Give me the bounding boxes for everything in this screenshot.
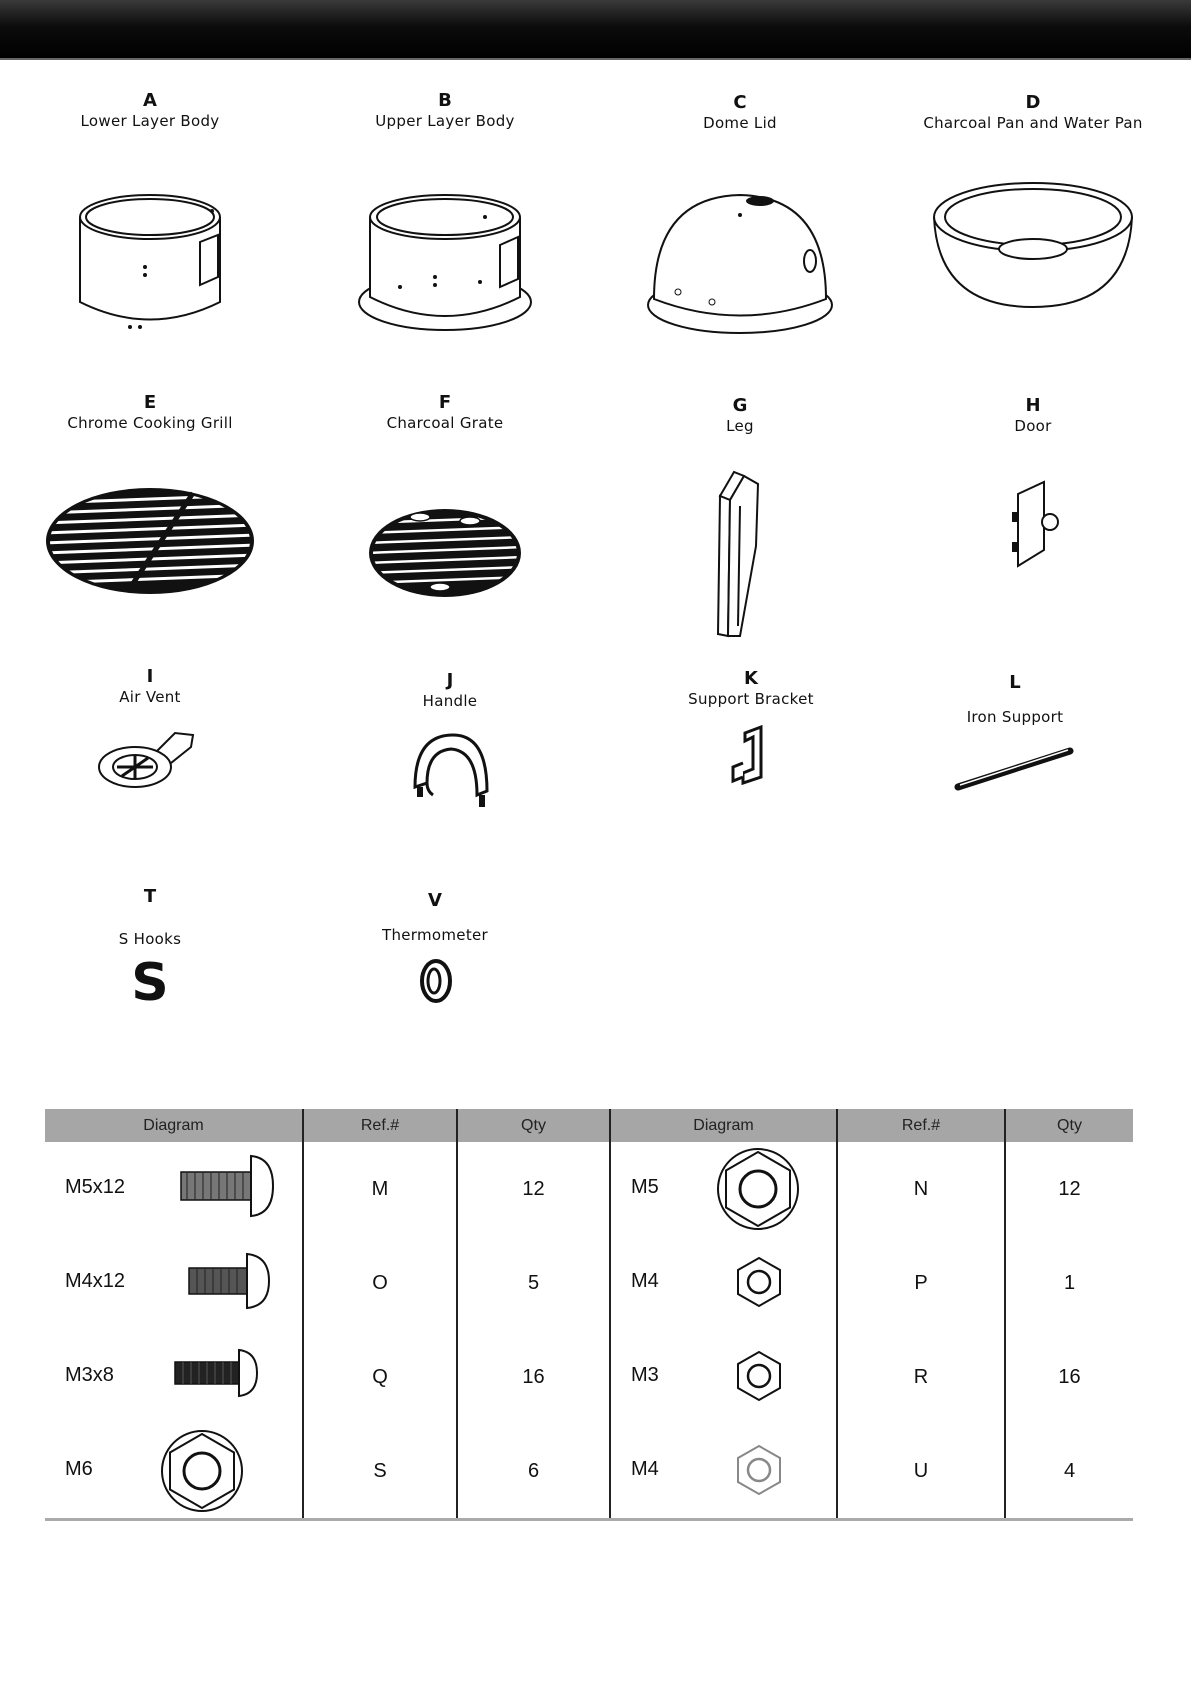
charcoal-pan-icon (928, 167, 1138, 317)
column-header: Diagram (610, 1109, 837, 1142)
hardware-size: M5x12 (65, 1176, 126, 1198)
column-header: Qty (1005, 1109, 1133, 1142)
part-name: Air Vent (119, 688, 181, 706)
part-name: Chrome Cooking Grill (67, 414, 233, 432)
hardware-size: M4 (631, 1270, 659, 1292)
charcoal-grate-icon (365, 503, 525, 603)
part-name: Lower Layer Body (80, 112, 220, 130)
handle-icon (405, 731, 495, 821)
hardware-size: M3 (631, 1364, 659, 1386)
part-a (5, 90, 295, 347)
ref-cell: O (303, 1236, 457, 1330)
hardware-size: M5 (631, 1176, 659, 1198)
part-name: Thermometer (381, 926, 488, 944)
part-letter: K (744, 668, 758, 689)
hex-nut-icon (731, 1442, 787, 1498)
part-g (595, 395, 885, 641)
ref-cell: S (303, 1424, 457, 1520)
part-v (290, 890, 580, 1009)
column-header: Diagram (45, 1109, 303, 1142)
ref-cell: R (837, 1330, 1005, 1424)
part-t (5, 886, 295, 1013)
bolt-icon (185, 1250, 275, 1310)
cooking-grill-icon (43, 481, 258, 601)
part-j (305, 670, 595, 821)
table-row (45, 1330, 1133, 1424)
bolt-icon (177, 1152, 277, 1218)
bolt-icon (171, 1346, 261, 1398)
table-header-row (45, 1109, 1133, 1142)
part-f (300, 392, 590, 603)
part-name: Charcoal Grate (386, 414, 504, 432)
qty-cell: 16 (457, 1330, 610, 1424)
qty-cell: 6 (457, 1424, 610, 1520)
part-name: Upper Layer Body (375, 112, 515, 130)
part-letter: I (146, 666, 154, 687)
part-name: Door (1014, 417, 1052, 435)
column-header: Ref.# (303, 1109, 457, 1142)
qty-cell: 5 (457, 1236, 610, 1330)
part-letter: B (438, 90, 452, 111)
ref-cell: M (303, 1142, 457, 1236)
part-l (870, 672, 1160, 801)
hardware-size: M4 (631, 1458, 659, 1480)
table-row (45, 1424, 1133, 1520)
part-e (5, 392, 295, 601)
table-row (45, 1236, 1133, 1330)
diagram-cell (610, 1330, 837, 1424)
ref-cell: N (837, 1142, 1005, 1236)
diagram-cell (45, 1330, 303, 1424)
part-k (606, 668, 896, 793)
part-letter: D (1025, 92, 1041, 113)
part-b (300, 90, 590, 347)
part-name: S Hooks (118, 930, 182, 948)
air-vent-icon (95, 721, 205, 793)
part-name: Handle (422, 692, 478, 710)
column-header: Ref.# (837, 1109, 1005, 1142)
hex-nut-icon (731, 1254, 787, 1310)
table-row (45, 1142, 1133, 1236)
ref-cell: P (837, 1236, 1005, 1330)
upper-body-icon (350, 167, 540, 347)
part-letter: A (143, 90, 157, 111)
qty-cell: 1 (1005, 1236, 1133, 1330)
part-h (888, 395, 1178, 580)
diagram-cell (45, 1236, 303, 1330)
part-name: Dome Lid (703, 114, 777, 132)
qty-cell: 16 (1005, 1330, 1133, 1424)
part-d (888, 92, 1178, 317)
hex-nut-icon (159, 1428, 245, 1514)
diagram-cell (610, 1424, 837, 1520)
leg-icon (700, 466, 780, 641)
diagram-cell (610, 1236, 837, 1330)
hardware-table (45, 1109, 1133, 1521)
ref-cell: Q (303, 1330, 457, 1424)
part-letter: H (1025, 395, 1041, 416)
hex-nut-icon (731, 1348, 787, 1404)
part-letter: C (733, 92, 747, 113)
door-icon (998, 480, 1068, 580)
column-header: Qty (457, 1109, 610, 1142)
part-c (595, 92, 885, 347)
part-name: Support Bracket (688, 690, 814, 708)
hex-nut-icon (715, 1146, 801, 1232)
part-letter: J (446, 670, 454, 691)
qty-cell: 12 (1005, 1142, 1133, 1236)
part-letter: T (143, 886, 157, 907)
diagram-cell (45, 1142, 303, 1236)
support-bracket-icon (721, 723, 781, 793)
qty-cell: 12 (457, 1142, 610, 1236)
part-i (5, 666, 295, 793)
thermometer-icon (410, 953, 460, 1009)
lower-body-icon (60, 167, 240, 347)
header-bar (0, 0, 1191, 60)
hardware-size: M6 (65, 1458, 93, 1480)
hardware-size: M4x12 (65, 1270, 126, 1292)
part-name: Iron Support (966, 708, 1064, 726)
iron-support-icon (950, 741, 1080, 801)
ref-cell: U (837, 1424, 1005, 1520)
part-letter: L (1009, 672, 1021, 693)
part-letter: E (143, 392, 157, 413)
dome-lid-icon (640, 167, 840, 347)
part-letter: V (428, 890, 442, 911)
diagram-cell (610, 1142, 837, 1236)
part-name: Leg (726, 417, 754, 435)
part-letter: G (732, 395, 748, 416)
diagram-cell (45, 1424, 303, 1520)
part-name: Charcoal Pan and Water Pan (923, 114, 1143, 132)
part-letter: F (438, 392, 452, 413)
hardware-size: M3x8 (65, 1364, 114, 1386)
s-hook-icon: S (131, 953, 169, 1013)
qty-cell: 4 (1005, 1424, 1133, 1520)
